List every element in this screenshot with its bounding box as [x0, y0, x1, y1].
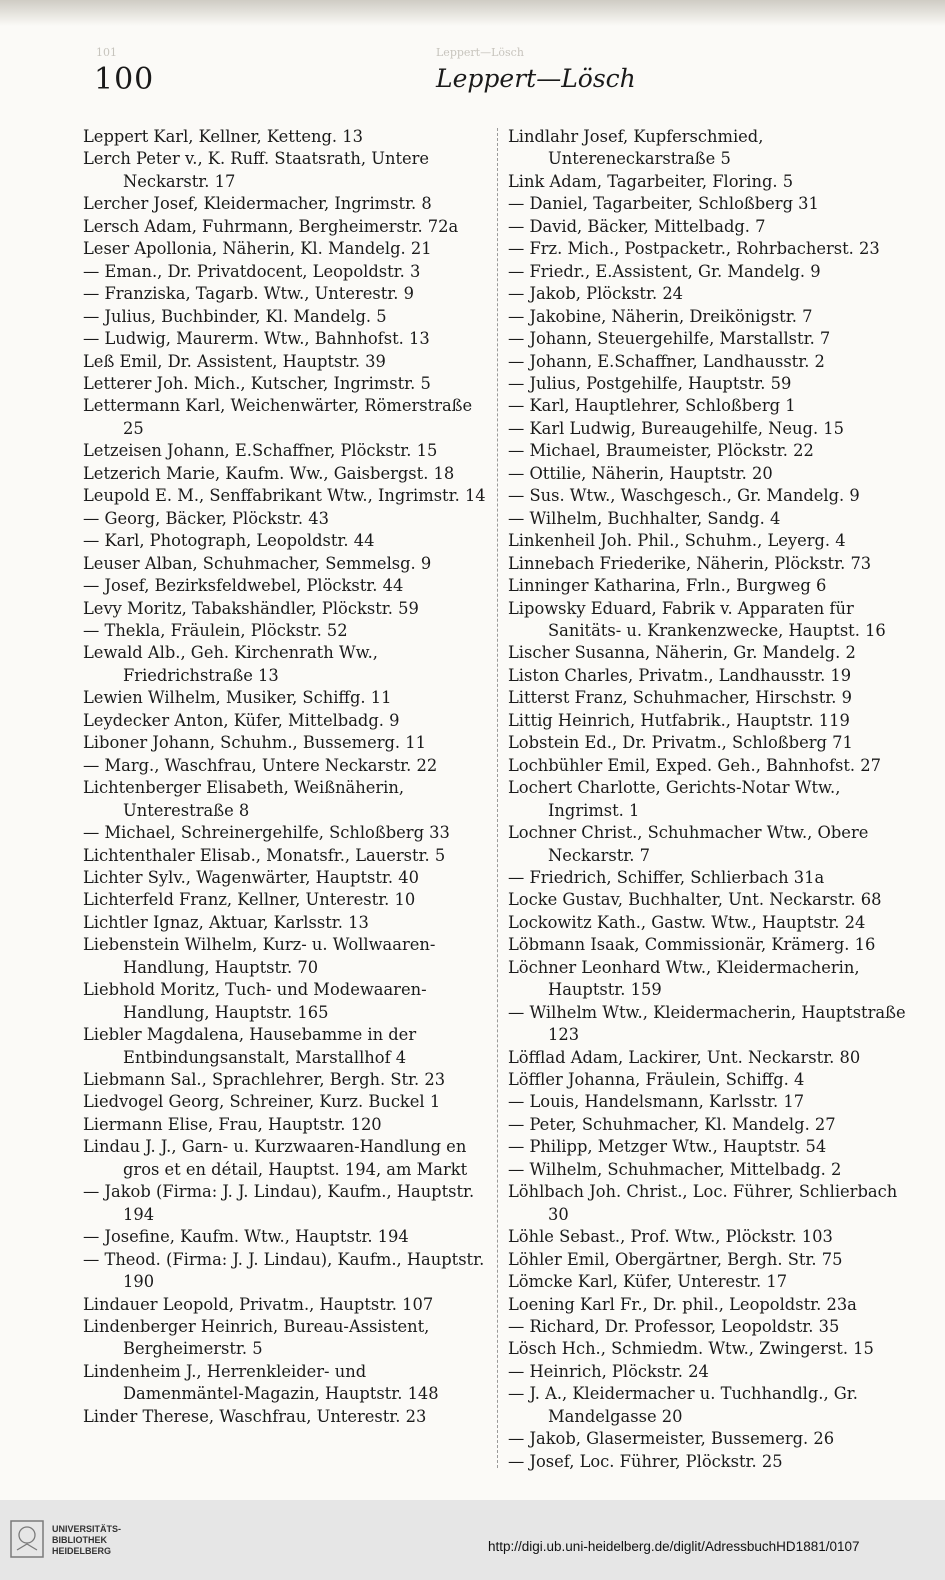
directory-entry: — Jakob, Glasermeister, Bussemerg. 26	[508, 1429, 835, 1449]
directory-entry: Liebler Magdalena, Hausebamme in der Entbindungsanstalt, Marstallhof 4	[83, 1025, 422, 1067]
directory-entry: Lewald Alb., Geh. Kirchenrath Ww., Friedrichstraße 13	[83, 643, 384, 685]
directory-entry: Lischer Susanna, Näherin, Gr. Mandelg. 2	[508, 643, 856, 663]
directory-entry: — Johann, E.Schaffner, Landhausstr. 2	[508, 351, 825, 371]
directory-entry: Liebhold Moritz, Tuch- und Modewaaren-Handlung, Hauptstr. 165	[83, 980, 427, 1022]
directory-entry: Liebenstein Wilhelm, Kurz- u. Wollwaaren-Handlung, Hauptstr. 70	[83, 935, 436, 977]
library-name-line-3: HEIDELBERG	[52, 1546, 112, 1556]
scan-edge-shadow	[0, 0, 945, 26]
directory-entry: — Michael, Schreinergehilfe, Schloßberg 33	[83, 823, 450, 843]
directory-entry: — Friedrich, Schiffer, Schlierbach 31a	[508, 867, 825, 887]
directory-entry: Link Adam, Tagarbeiter, Floring. 5	[508, 171, 794, 191]
directory-entry: — Wilhelm, Buchhalter, Sandg. 4	[508, 508, 781, 528]
directory-entry: Löfflad Adam, Lackirer, Unt. Neckarstr. 80	[508, 1047, 861, 1067]
directory-entry: Löbmann Isaak, Commissionär, Krämerg. 16	[508, 935, 876, 955]
directory-entry: — Julius, Buchbinder, Kl. Mandelg. 5	[83, 306, 387, 326]
directory-entry: Liebmann Sal., Sprachlehrer, Bergh. Str. 23	[83, 1070, 446, 1090]
directory-entry: Lochert Charlotte, Gerichts-Notar Wtw., Ingrimst. 1	[508, 778, 846, 820]
directory-entry: Löhle Sebast., Prof. Wtw., Plöckstr. 103	[508, 1227, 833, 1247]
directory-entry: Litterst Franz, Schuhmacher, Hirschstr. 9	[508, 688, 853, 708]
directory-entry: — Sus. Wtw., Waschgesch., Gr. Mandelg. 9	[508, 486, 860, 506]
directory-entry: Lindlahr Josef, Kupferschmied, Untereneckarstraße 5	[508, 127, 769, 169]
directory-entry: Lindenheim J., Herrenkleider- und Damenmäntel-Magazin, Hauptstr. 148	[83, 1361, 439, 1404]
directory-entry: Lichtler Ignaz, Aktuar, Karlsstr. 13	[83, 912, 369, 932]
directory-entry: — Daniel, Tagarbeiter, Schloßberg 31	[508, 194, 819, 214]
library-name-line-1: UNIVERSITÄTS-	[52, 1524, 122, 1534]
directory-entry: Löffler Johanna, Fräulein, Schiffg. 4	[508, 1070, 805, 1090]
directory-entry: Lichtenberger Elisabeth, Weißnäherin, Unterestraße 8	[83, 778, 410, 820]
directory-entry: — Wilhelm Wtw., Kleidermacherin, Hauptstraße 123	[508, 1002, 911, 1045]
directory-entry: Linkenheil Joh. Phil., Schuhm., Leyerg. 4	[508, 531, 846, 551]
directory-entry: Leß Emil, Dr. Assistent, Hauptstr. 39	[83, 351, 386, 371]
directory-entry: — Josef, Loc. Führer, Plöckstr. 25	[508, 1451, 783, 1471]
directory-entry: Locke Gustav, Buchhalter, Unt. Neckarstr. 68	[508, 890, 882, 910]
directory-entry: — Josef, Bezirksfeldwebel, Plöckstr. 44	[83, 576, 404, 596]
directory-entry: Loening Karl Fr., Dr. phil., Leopoldstr. 23a	[508, 1294, 857, 1314]
directory-entry: Lobstein Ed., Dr. Privatm., Schloßberg 71	[508, 733, 853, 753]
directory-entry: Linnebach Friederike, Näherin, Plöckstr. 73	[508, 553, 872, 573]
directory-entry: — Georg, Bäcker, Plöckstr. 43	[83, 508, 329, 528]
directory-entry: — Peter, Schuhmacher, Kl. Mandelg. 27	[508, 1114, 836, 1134]
directory-entry: — Johann, Steuergehilfe, Marstallstr. 7	[508, 329, 831, 349]
directory-entry: Lichterfeld Franz, Kellner, Unterestr. 10	[83, 890, 416, 910]
directory-entry: Lersch Adam, Fuhrmann, Bergheimerstr. 72a	[83, 216, 459, 236]
directory-entry: Löhlbach Joh. Christ., Loc. Führer, Schlierbach 30	[508, 1182, 903, 1224]
directory-entry: Littig Heinrich, Hutfabrik., Hauptstr. 119	[508, 710, 850, 730]
directory-entry: Lindauer Leopold, Privatm., Hauptstr. 107	[83, 1294, 434, 1314]
directory-entry: — Eman., Dr. Privatdocent, Leopoldstr. 3	[83, 261, 421, 281]
directory-entry: Letzeisen Johann, E.Schaffner, Plöckstr. 15	[83, 441, 438, 461]
directory-entry: Lochbühler Emil, Exped. Geh., Bahnhofst. 27	[508, 755, 881, 775]
directory-entry: — David, Bäcker, Mittelbadg. 7	[508, 216, 766, 236]
directory-entry: Letzerich Marie, Kaufm. Ww., Gaisbergst. 18	[83, 463, 455, 483]
bleed-through-running-head: Leppert—Lösch	[436, 46, 524, 59]
directory-entry: — Friedr., E.Assistent, Gr. Mandelg. 9	[508, 261, 821, 281]
directory-entry: — Jakobine, Näherin, Dreikönigstr. 7	[508, 306, 813, 326]
directory-entry: Löhler Emil, Obergärtner, Bergh. Str. 75	[508, 1249, 843, 1269]
directory-entry: — Louis, Handelsmann, Karlsstr. 17	[508, 1092, 805, 1112]
directory-entry: Lockowitz Kath., Gastw. Wtw., Hauptstr. 24	[508, 912, 866, 932]
directory-entry: Lochner Christ., Schuhmacher Wtw., Obere Neckarstr. 7	[508, 823, 874, 865]
directory-entry: — Ottilie, Näherin, Hauptstr. 20	[508, 463, 773, 483]
directory-entry: Letterer Joh. Mich., Kutscher, Ingrimstr. 5	[83, 373, 431, 393]
directory-entry: Lerch Peter v., K. Ruff. Staatsrath, Untere Neckarstr. 17	[83, 149, 435, 191]
directory-entry: Linninger Katharina, Frln., Burgweg 6	[508, 576, 827, 596]
running-head: Leppert—Lösch	[436, 64, 636, 93]
directory-entry: — Frz. Mich., Postpacketr., Rohrbacherst. 23	[508, 239, 880, 259]
directory-entry: Lömcke Karl, Küfer, Unterestr. 17	[508, 1272, 788, 1292]
library-name-line-2: BIBLIOTHEK	[52, 1535, 107, 1545]
directory-entry: Leser Apollonia, Näherin, Kl. Mandelg. 21	[83, 239, 432, 259]
university-seal-icon	[8, 1518, 46, 1560]
directory-entry: — Josefine, Kaufm. Wtw., Hauptstr. 194	[83, 1227, 409, 1247]
page-number: 100	[94, 62, 155, 97]
directory-entry: — Thekla, Fräulein, Plöckstr. 52	[83, 620, 348, 640]
directory-entry: Liedvogel Georg, Schreiner, Kurz. Buckel 1	[83, 1092, 441, 1112]
directory-entry: — Michael, Braumeister, Plöckstr. 22	[508, 441, 814, 461]
left-column	[83, 126, 488, 1428]
directory-entry: — Karl Ludwig, Bureaugehilfe, Neug. 15	[508, 418, 845, 438]
directory-entry: — Julius, Postgehilfe, Hauptstr. 59	[508, 373, 792, 393]
directory-entry: Lindau J. J., Garn- u. Kurzwaaren-Handlung en gros et en détail, Hauptst. 194, am Markt	[83, 1137, 472, 1179]
directory-entry: — Richard, Dr. Professor, Leopoldstr. 35	[508, 1317, 840, 1337]
directory-entry: — Ludwig, Maurerm. Wtw., Bahnhofst. 13	[83, 329, 430, 349]
directory-entry: — Heinrich, Plöckstr. 24	[508, 1361, 709, 1381]
directory-entry: Levy Moritz, Tabakshändler, Plöckstr. 59	[83, 598, 419, 618]
directory-entry: — Theod. (Firma: J. J. Lindau), Kaufm., Hauptstr. 190	[83, 1249, 490, 1292]
directory-entry: Liston Charles, Privatm., Landhausstr. 19	[508, 665, 852, 685]
directory-entry: — Philipp, Metzger Wtw., Hauptstr. 54	[508, 1137, 827, 1157]
footer-bar	[0, 1500, 945, 1580]
directory-entry: Leupold E. M., Senffabrikant Wtw., Ingrimstr. 14	[83, 486, 486, 506]
directory-entry: — Franziska, Tagarb. Wtw., Unterestr. 9	[83, 284, 414, 304]
directory-entry: Linder Therese, Waschfrau, Unterestr. 23	[83, 1406, 427, 1426]
directory-entry: — Marg., Waschfrau, Untere Neckarstr. 22	[83, 755, 438, 775]
directory-entry: Leppert Karl, Kellner, Ketteng. 13	[83, 127, 363, 146]
directory-entry: Lichter Sylv., Wagenwärter, Hauptstr. 40	[83, 867, 419, 887]
directory-entry: — Jakob (Firma: J. J. Lindau), Kaufm., Hauptstr. 194	[83, 1182, 480, 1224]
directory-entry: — Jakob, Plöckstr. 24	[508, 284, 684, 304]
directory-entry: Liboner Johann, Schuhm., Bussemerg. 11	[83, 733, 427, 753]
directory-entry: Lipowsky Eduard, Fabrik v. Apparaten für Sanitäts- u. Krankenzwecke, Hauptst. 16	[508, 598, 886, 640]
directory-entry: Löchner Leonhard Wtw., Kleidermacherin, Hauptstr. 159	[508, 957, 865, 1000]
directory-entry: — Karl, Photograph, Leopoldstr. 44	[83, 531, 375, 551]
source-url-link[interactable]: http://digi.ub.uni-heidelberg.de/diglit/AdressbuchHD1881/0107	[488, 1539, 860, 1554]
directory-entry: Lösch Hch., Schmiedm. Wtw., Zwingerst. 15	[508, 1339, 874, 1359]
directory-entry: Liermann Elise, Frau, Hauptstr. 120	[83, 1114, 382, 1134]
directory-entry: Leydecker Anton, Küfer, Mittelbadg. 9	[83, 710, 400, 730]
directory-entry: Lettermann Karl, Weichenwärter, Römerstraße 25	[83, 396, 478, 438]
directory-entry: Lindenberger Heinrich, Bureau-Assistent, Bergheimerstr. 5	[83, 1317, 435, 1359]
directory-entry: Leuser Alban, Schuhmacher, Semmelsg. 9	[83, 553, 432, 573]
bleed-through-header	[96, 46, 566, 62]
directory-entry: Lercher Josef, Kleidermacher, Ingrimstr. 8	[83, 194, 432, 214]
directory-entry: — Karl, Hauptlehrer, Schloßberg 1	[508, 396, 796, 416]
library-name	[52, 1524, 121, 1557]
column-divider	[497, 128, 498, 1468]
directory-entry: — J. A., Kleidermacher u. Tuchhandlg., Gr. Mandelgasse 20	[508, 1384, 864, 1426]
directory-entry: Lichtenthaler Elisab., Monatsfr., Lauerstr. 5	[83, 845, 446, 865]
directory-entry: Lewien Wilhelm, Musiker, Schiffg. 11	[83, 688, 392, 708]
bleed-through-page-number: 101	[96, 46, 117, 59]
right-column	[508, 126, 911, 1473]
directory-entry: — Wilhelm, Schuhmacher, Mittelbadg. 2	[508, 1159, 842, 1179]
